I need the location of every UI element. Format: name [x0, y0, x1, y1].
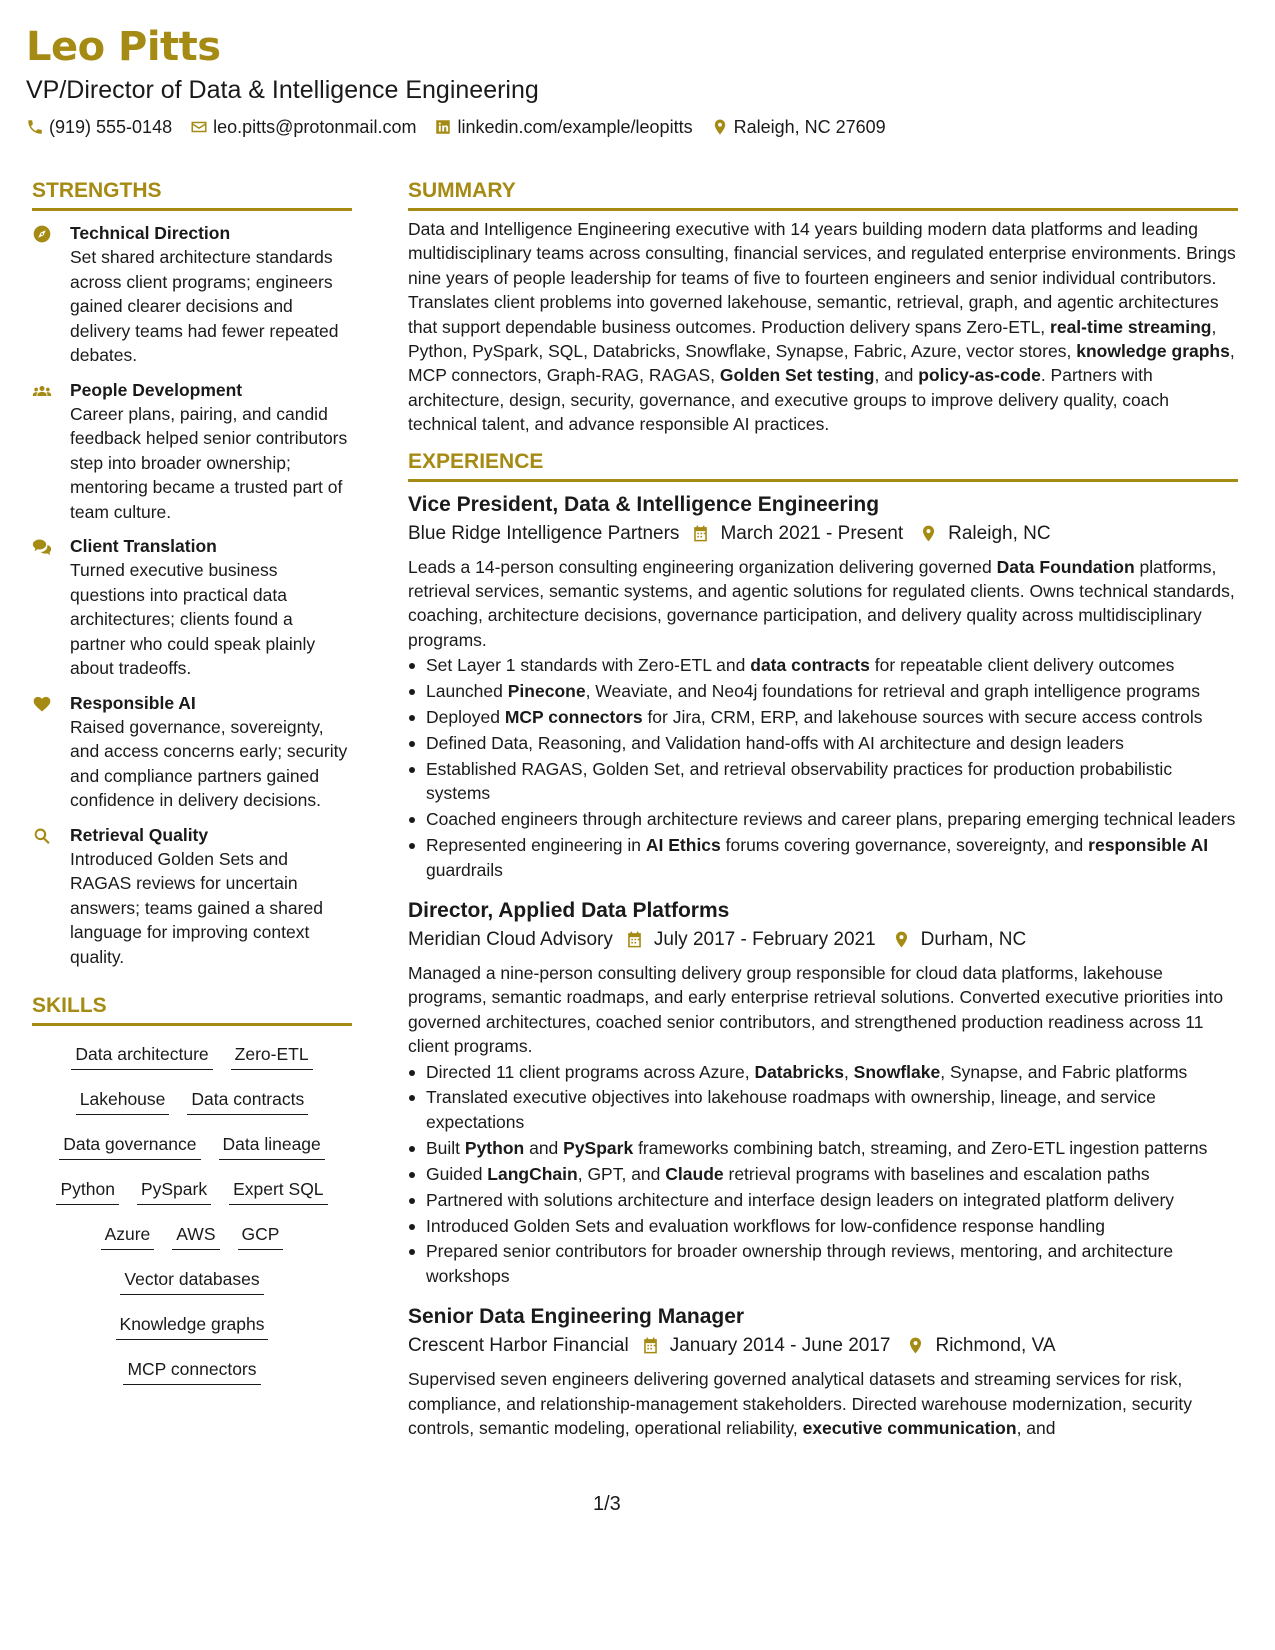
linkedin-icon — [434, 118, 452, 136]
emphasis-text: Pinecone — [507, 681, 586, 702]
heart-icon — [32, 694, 52, 714]
role-company: Crescent Harbor Financial — [408, 1335, 629, 1357]
search-icon — [32, 826, 52, 846]
summary-heading: SUMMARY — [408, 178, 1238, 211]
skill-tag: Expert SQL — [229, 1177, 327, 1205]
strength-item — [32, 534, 352, 681]
role-meta — [408, 925, 1238, 954]
skill-tag: GCP — [238, 1222, 284, 1250]
experience-role — [408, 896, 1238, 1288]
emphasis-text: Python — [464, 1137, 525, 1158]
role-meta — [408, 519, 1238, 548]
skill-tag: Azure — [101, 1222, 155, 1250]
skill-tag: Data lineage — [219, 1132, 325, 1160]
page-number: 1/3 — [593, 1493, 621, 1515]
strength-item — [32, 691, 352, 813]
skill-tag: Vector databases — [120, 1267, 263, 1295]
emphasis-text: executive communication — [802, 1418, 1017, 1439]
bullet-item: Partnered with solutions architecture and interface design leaders on integrated platform delivery — [408, 1188, 1238, 1212]
calendar-icon — [625, 930, 644, 949]
emphasis-text: LangChain — [487, 1163, 578, 1184]
strength-item — [32, 221, 352, 368]
strength-desc: Raised governance, sovereignty, and access concerns early; security and compliance partners gained confidence in delivery decisions. — [70, 716, 348, 810]
calendar-icon — [641, 1336, 660, 1355]
emphasis-text: Databricks — [754, 1061, 844, 1082]
emphasis-text: knowledge graphs — [1076, 341, 1230, 362]
emphasis-text: Claude — [665, 1163, 724, 1184]
envelope-icon — [190, 118, 208, 136]
summary-text: Data and Intelligence Engineering executive with 14 years building modern data platforms and leading multidisciplinary teams across consulting, financial services, and regulated enterprise environments. Brings nine years of people leadership for teams of five to fourteen engineers and senior individual contributors. Translates client problems into governed lakehouse, semantic, retrieval, graph, and agentic architectures that support dependable business outcomes. Production delivery spans Zero-ETL, real-time streaming, Python, PySpark, SQL, Databricks, Snowflake, Synapse, Fabric, Azure, vector stores, knowledge graphs, MCP connectors, Graph-RAG, RAGAS, Golden Set testing, and policy-as-code. Partners with architecture, design, security, governance, and executive groups to improve delivery quality, coach technical talent, and advance responsible AI practices. — [408, 219, 1236, 435]
emphasis-text: responsible AI — [1088, 835, 1209, 856]
bullet-item: Prepared senior contributors for broader ownership through reviews, mentoring, and architecture workshops — [408, 1239, 1238, 1288]
emphasis-text: data contracts — [750, 655, 870, 676]
bullet-item: Translated executive objectives into lakehouse roadmaps with ownership, lineage, and service expectations — [408, 1085, 1238, 1134]
skill-tag: Knowledge graphs — [116, 1312, 269, 1340]
contact-linkedin[interactable] — [434, 115, 692, 139]
skill-tag: Data architecture — [71, 1042, 212, 1070]
skill-tag: Data governance — [59, 1132, 200, 1160]
role-location: Richmond, VA — [906, 1331, 1055, 1360]
comments-icon — [32, 537, 52, 557]
emphasis-text: real-time streaming — [1050, 316, 1212, 337]
emphasis-text: policy-as-code — [918, 365, 1041, 386]
skill-row — [32, 1036, 352, 1081]
skill-row — [32, 1261, 352, 1306]
role-location: Durham, NC — [892, 925, 1027, 954]
skill-tag: MCP connectors — [123, 1357, 260, 1385]
skill-row — [32, 1306, 352, 1351]
candidate-name: Leo Pitts — [26, 24, 221, 70]
emphasis-text: MCP connectors — [504, 707, 643, 728]
skill-tag: PySpark — [137, 1177, 211, 1205]
contact-location — [711, 115, 886, 139]
bullet-item: Launched Pinecone, Weaviate, and Neo4j foundations for retrieval and graph intelligence programs — [408, 679, 1238, 703]
location-pin-icon — [711, 118, 729, 136]
strength-item — [32, 823, 352, 970]
contact-location-text: Raleigh, NC 27609 — [733, 117, 886, 137]
experience-role — [408, 1302, 1238, 1440]
bullet-item: Represented engineering in AI Ethics forums covering governance, sovereignty, and responsible AI guardrails — [408, 833, 1238, 882]
role-meta — [408, 1331, 1238, 1360]
skill-row — [32, 1351, 352, 1396]
role-location: Raleigh, NC — [919, 519, 1050, 548]
left-column — [32, 178, 352, 1396]
strength-title: Responsible AI — [70, 692, 196, 713]
skill-row — [32, 1171, 352, 1216]
candidate-headline: VP/Director of Data & Intelligence Engineering — [26, 76, 539, 104]
skill-row — [32, 1081, 352, 1126]
compass-icon — [32, 224, 52, 244]
bullet-item: Set Layer 1 standards with Zero-ETL and data contracts for repeatable client delivery outcomes — [408, 653, 1238, 677]
strength-desc: Career plans, pairing, and candid feedback helped senior contributors step into broader ownership; mentoring became a trusted part of team culture. — [70, 403, 348, 522]
skill-tag: Zero-ETL — [231, 1042, 313, 1070]
emphasis-text: Data Foundation — [996, 556, 1135, 577]
role-bullets — [408, 653, 1238, 882]
location-pin-icon — [906, 1336, 925, 1355]
location-pin-icon — [892, 930, 911, 949]
strengths-heading: STRENGTHS — [32, 178, 352, 211]
bullet-item: Guided LangChain, GPT, and Claude retrieval programs with baselines and escalation paths — [408, 1162, 1238, 1186]
strength-title: People Development — [70, 379, 243, 400]
bullet-item: Defined Data, Reasoning, and Validation hand-offs with AI architecture and design leaders — [408, 731, 1238, 755]
bullet-item: Established RAGAS, Golden Set, and retrieval observability practices for production probabilistic systems — [408, 757, 1238, 806]
contact-email[interactable] — [190, 115, 416, 139]
role-dates: March 2021 - Present — [691, 519, 903, 548]
bullet-item: Coached engineers through architecture reviews and career plans, preparing emerging technical leaders — [408, 807, 1238, 831]
users-icon — [32, 381, 52, 401]
skill-tag: Python — [56, 1177, 118, 1205]
strength-desc: Turned executive business questions into practical data architectures; clients found a partner who could speak plainly about tradeoffs. — [70, 560, 316, 678]
skills-heading: SKILLS — [32, 993, 352, 1026]
skills-list — [32, 1036, 352, 1396]
bullet-item: Deployed MCP connectors for Jira, CRM, ERP, and lakehouse sources with secure access controls — [408, 705, 1238, 729]
role-bullets — [408, 1060, 1238, 1289]
role-title: Vice President, Data & Intelligence Engineering — [408, 492, 880, 516]
skill-tag: AWS — [172, 1222, 219, 1250]
emphasis-text: PySpark — [563, 1137, 634, 1158]
strength-desc: Set shared architecture standards across client programs; engineers gained clearer decisions and delivery teams had fewer repeated debates. — [70, 247, 339, 365]
phone-icon — [26, 118, 44, 136]
experience-heading: EXPERIENCE — [408, 449, 1238, 482]
skill-row — [32, 1126, 352, 1171]
emphasis-text: AI Ethics — [645, 835, 721, 856]
bullet-item: Directed 11 client programs across Azure, Databricks, Snowflake, Synapse, and Fabric platforms — [408, 1060, 1238, 1084]
bullet-item: Built Python and PySpark frameworks combining batch, streaming, and Zero-ETL ingestion patterns — [408, 1136, 1238, 1160]
role-description: Leads a 14-person consulting engineering organization delivering governed Data Foundation platforms, retrieval services, semantic systems, and agentic solutions for regulated clients. Owns technical standards, coaching, architecture decisions, governance participation, and delivery quality across multidisciplinary programs. — [408, 556, 1235, 650]
contact-linkedin-text: linkedin.com/example/leopitts — [457, 117, 693, 137]
role-title: Director, Applied Data Platforms — [408, 898, 730, 922]
strength-title: Retrieval Quality — [70, 824, 209, 845]
strength-item — [32, 378, 352, 525]
strength-title: Client Translation — [70, 536, 217, 556]
right-column — [408, 178, 1238, 1440]
contact-email-text: leo.pitts@protonmail.com — [213, 117, 417, 137]
role-description: Managed a nine-person consulting delivery group responsible for cloud data platforms, lakehouse programs, semantic roadmaps, and early enterprise retrieval solutions. Converted executive priorities into governed architectures, coached senior contributors, and strengthened production readiness across 11 client programs. — [408, 962, 1224, 1057]
strength-desc: Introduced Golden Sets and RAGAS reviews for uncertain answers; teams gained a shared language for improving context quality. — [70, 848, 323, 967]
bullet-item: Introduced Golden Sets and evaluation workflows for low-confidence response handling — [408, 1214, 1238, 1238]
role-dates: January 2014 - June 2017 — [641, 1331, 891, 1360]
resume-header — [26, 22, 1246, 139]
skill-tag: Data contracts — [187, 1087, 308, 1115]
emphasis-text: Snowflake — [853, 1061, 941, 1082]
experience-list — [408, 490, 1238, 1441]
skill-row — [32, 1216, 352, 1261]
role-description: Supervised seven engineers delivering governed analytical datasets and streaming services for risk, compliance, and relationship-management stakeholders. Directed warehouse modernization, security controls, semantic modeling, operational reliability, executive communication, and — [408, 1369, 1193, 1439]
contact-phone-text: (919) 555-0148 — [49, 117, 173, 137]
calendar-icon — [691, 524, 710, 543]
experience-role — [408, 490, 1238, 882]
role-dates: July 2017 - February 2021 — [625, 925, 876, 954]
location-pin-icon — [919, 524, 938, 543]
contact-bar — [26, 115, 1246, 139]
role-title: Senior Data Engineering Manager — [408, 1305, 745, 1329]
contact-phone[interactable] — [26, 115, 172, 139]
role-company: Meridian Cloud Advisory — [408, 928, 613, 950]
skill-tag: Lakehouse — [76, 1087, 170, 1115]
strength-title: Technical Direction — [70, 223, 231, 243]
role-company: Blue Ridge Intelligence Partners — [408, 522, 680, 544]
emphasis-text: Golden Set testing — [719, 365, 875, 386]
